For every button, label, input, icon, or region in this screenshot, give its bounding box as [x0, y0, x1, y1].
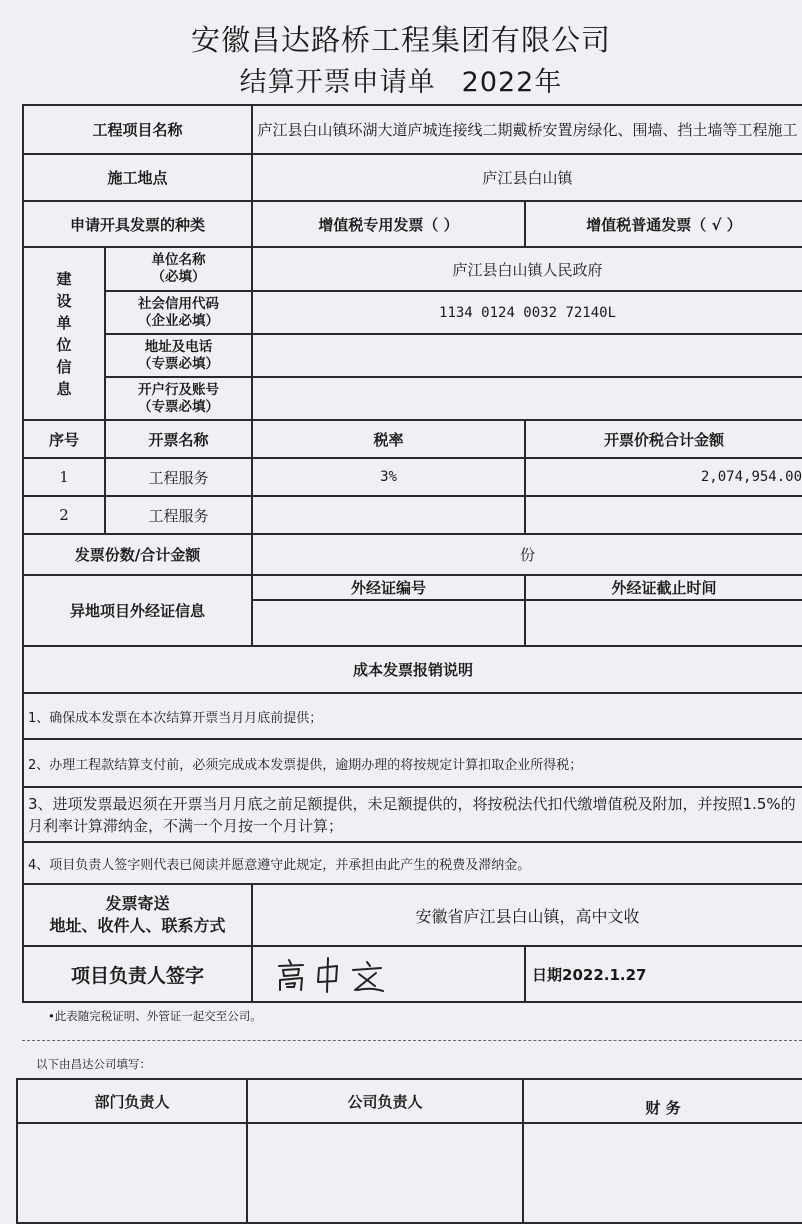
external-cert-number-value	[252, 600, 525, 646]
builder-side-char: 设	[56, 291, 72, 310]
row-rate	[252, 496, 525, 534]
bank-account-label-sub: （专票必填）	[138, 398, 219, 415]
form-title-text: 结算开票申请单	[239, 67, 436, 98]
mail-label	[23, 884, 252, 946]
total-value: 份	[252, 534, 802, 575]
dept-head-sign-cell	[17, 1123, 247, 1223]
address-phone-value	[252, 334, 802, 377]
company-head-sign-cell	[247, 1123, 523, 1223]
company-head-header: 公司负责人	[247, 1079, 523, 1123]
office-use-table	[16, 1078, 802, 1224]
project-name-value: 庐江县白山镇环湖大道庐城连接线二期戴桥安置房绿化、围墙、挡土墙等工程施工	[252, 105, 802, 154]
builder-info-side-label	[23, 247, 105, 420]
project-name-label: 工程项目名称	[23, 105, 252, 154]
builder-side-char: 信	[56, 357, 72, 376]
note-4: 4、项目负责人签字则代表已阅读并愿意遵守此规定，并承担由此产生的税费及滞纳金。	[23, 842, 802, 884]
notes-title: 成本发票报销说明	[23, 646, 802, 693]
application-form-table	[22, 104, 802, 1003]
form-title	[0, 60, 802, 99]
table-row	[23, 496, 802, 534]
external-cert-number-header: 外经证编号	[252, 575, 525, 600]
col-header-rate: 税率	[252, 420, 525, 458]
row-amount	[525, 496, 802, 534]
invoice-type-general: 增值税普通发票（ √ ）	[525, 201, 802, 247]
signature-cell	[252, 946, 525, 1002]
unit-name-label	[105, 247, 252, 291]
address-phone-label	[105, 334, 252, 377]
external-cert-expiry-header: 外经证截止时间	[525, 575, 802, 600]
col-header-amount: 开票价税合计金额	[525, 420, 802, 458]
location-value: 庐江县白山镇	[252, 154, 802, 201]
total-label: 发票份数/合计金额	[23, 534, 252, 575]
handwritten-signature	[271, 954, 421, 994]
credit-code-label-text: 社会信用代码	[138, 295, 219, 312]
external-cert-expiry-value	[525, 600, 802, 646]
row-name: 工程服务	[105, 496, 252, 534]
bank-account-label-text: 开户行及账号	[138, 381, 219, 398]
finance-header: 财 务	[523, 1079, 802, 1123]
cut-line	[22, 1040, 802, 1041]
address-phone-label-text: 地址及电话	[144, 338, 213, 355]
footnote: •此表随完税证明、外管证一起交至公司。	[48, 1009, 262, 1023]
credit-code-label	[105, 291, 252, 334]
row-rate: 3%	[252, 458, 525, 496]
address-phone-label-sub: （专票必填）	[138, 355, 219, 372]
unit-name-value: 庐江县白山镇人民政府	[252, 247, 802, 291]
mail-value: 安徽省庐江县白山镇，高中文收	[252, 884, 802, 946]
finance-sign-cell	[523, 1123, 802, 1223]
note-3: 3、进项发票最迟须在开票当月月底之前足额提供，未足额提供的，将按税法代扣代缴增值税及附加，并按照1.5%的月利率计算滞纳金，不满一个月按一个月计算；	[23, 787, 802, 842]
row-amount: 2,074,954.00	[525, 458, 802, 496]
invoice-type-special: 增值税专用发票（ ）	[252, 201, 525, 247]
bank-account-label	[105, 377, 252, 420]
external-cert-label: 异地项目外经证信息	[23, 575, 252, 646]
col-header-no: 序号	[23, 420, 105, 458]
col-header-name: 开票名称	[105, 420, 252, 458]
row-no: 1	[23, 458, 105, 496]
signature-label: 项目负责人签字	[23, 946, 252, 1002]
builder-side-char: 建	[56, 269, 72, 288]
unit-name-label-text: 单位名称	[151, 252, 206, 268]
unit-name-label-sub: （必填）	[151, 269, 206, 285]
mail-label-line2: 地址、收件人、联系方式	[49, 916, 226, 935]
company-title: 安徽昌达路桥工程集团有限公司	[190, 23, 611, 57]
bank-account-value	[252, 377, 802, 420]
form-year: 2022年	[461, 67, 563, 98]
note-1: 1、确保成本发票在本次结算开票当月月底前提供；	[23, 693, 802, 739]
location-label: 施工地点	[23, 154, 252, 201]
mail-label-line1: 发票寄送	[105, 894, 170, 913]
credit-code-value: 1134 0124 0032 72140L	[252, 291, 802, 334]
builder-side-char: 单	[56, 313, 72, 332]
table-row	[23, 458, 802, 496]
credit-code-label-sub: （企业必填）	[138, 312, 219, 329]
note-2: 2、办理工程款结算支付前，必须完成成本发票提供，逾期办理的将按规定计算扣取企业所得税；	[23, 739, 802, 787]
dept-head-header: 部门负责人	[17, 1079, 247, 1123]
invoice-type-label: 申请开具发票的种类	[23, 201, 252, 247]
office-use-intro: 以下由昌达公司填写：	[36, 1057, 151, 1071]
row-no: 2	[23, 496, 105, 534]
row-name: 工程服务	[105, 458, 252, 496]
builder-side-char: 位	[56, 335, 72, 354]
builder-side-char: 息	[56, 379, 72, 398]
signature-date: 日期2022.1.27	[525, 946, 802, 1002]
